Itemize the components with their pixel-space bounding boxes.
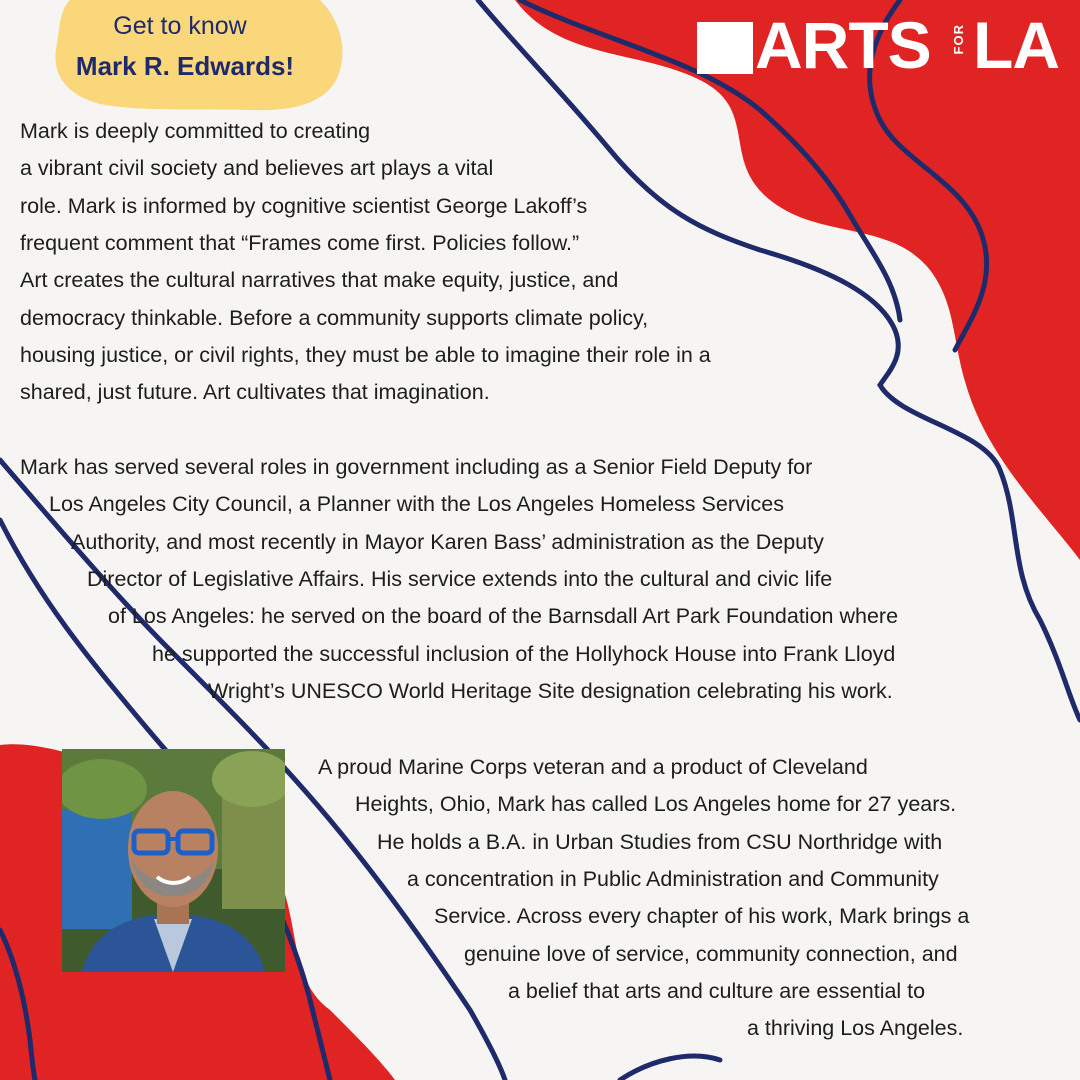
text-line: Art creates the cultural narratives that make equity, justice, and — [20, 268, 619, 292]
header-line-1: Get to know — [113, 12, 247, 40]
ribbon-line — [620, 1056, 720, 1080]
text-line: He holds a B.A. in Urban Studies from CSU Northridge with — [377, 830, 943, 854]
text-line: Service. Across every chapter of his work, Mark brings a — [434, 904, 970, 928]
text-line: Los Angeles City Council, a Planner with the Los Angeles Homeless Services — [49, 492, 784, 516]
portrait-photo — [62, 749, 285, 972]
text-line: shared, just future. Art cultivates that imagination. — [20, 380, 490, 404]
text-line: genuine love of service, community connection, and — [464, 942, 958, 966]
logo-square — [697, 22, 753, 74]
text-line: housing justice, or civil rights, they must be able to imagine their role in a — [20, 343, 711, 367]
text-line: of Los Angeles: he served on the board of the Barnsdall Art Park Foundation where — [108, 604, 899, 628]
text-line: frequent comment that “Frames come first. Policies follow.” — [20, 231, 580, 255]
logo-word-la: LA — [973, 8, 1059, 82]
text-line: a belief that arts and culture are essential to — [508, 979, 926, 1003]
text-line: he supported the successful inclusion of the Hollyhock House into Frank Lloyd — [152, 642, 896, 666]
text-line: a vibrant civil society and believes art plays a vital — [20, 156, 494, 180]
text-line: a thriving Los Angeles. — [747, 1016, 964, 1040]
text-line: democracy thinkable. Before a community supports climate policy, — [20, 306, 649, 330]
logo-word-for: FOR — [951, 24, 966, 55]
arts-for-la-logo — [697, 8, 1065, 82]
text-line: Mark is deeply committed to creating — [20, 119, 371, 143]
text-line: a concentration in Public Administration and Community — [407, 867, 939, 891]
text-line: Director of Legislative Affairs. His service extends into the cultural and civic life — [87, 567, 833, 591]
text-line: Authority, and most recently in Mayor Karen Bass’ administration as the Deputy — [71, 530, 824, 554]
text-line: Mark has served several roles in government including as a Senior Field Deputy for — [20, 455, 813, 479]
header-badge — [40, 0, 345, 108]
text-line: A proud Marine Corps veteran and a product of Cleveland — [318, 755, 868, 779]
text-line: role. Mark is informed by cognitive scientist George Lakoff’s — [20, 194, 588, 218]
text-line: Heights, Ohio, Mark has called Los Angeles home for 27 years. — [355, 792, 957, 816]
logo-word-arts: ARTS — [755, 8, 931, 82]
header-name: Mark R. Edwards! — [75, 51, 295, 81]
text-line: Wright’s UNESCO World Heritage Site designation celebrating his work. — [208, 679, 893, 703]
